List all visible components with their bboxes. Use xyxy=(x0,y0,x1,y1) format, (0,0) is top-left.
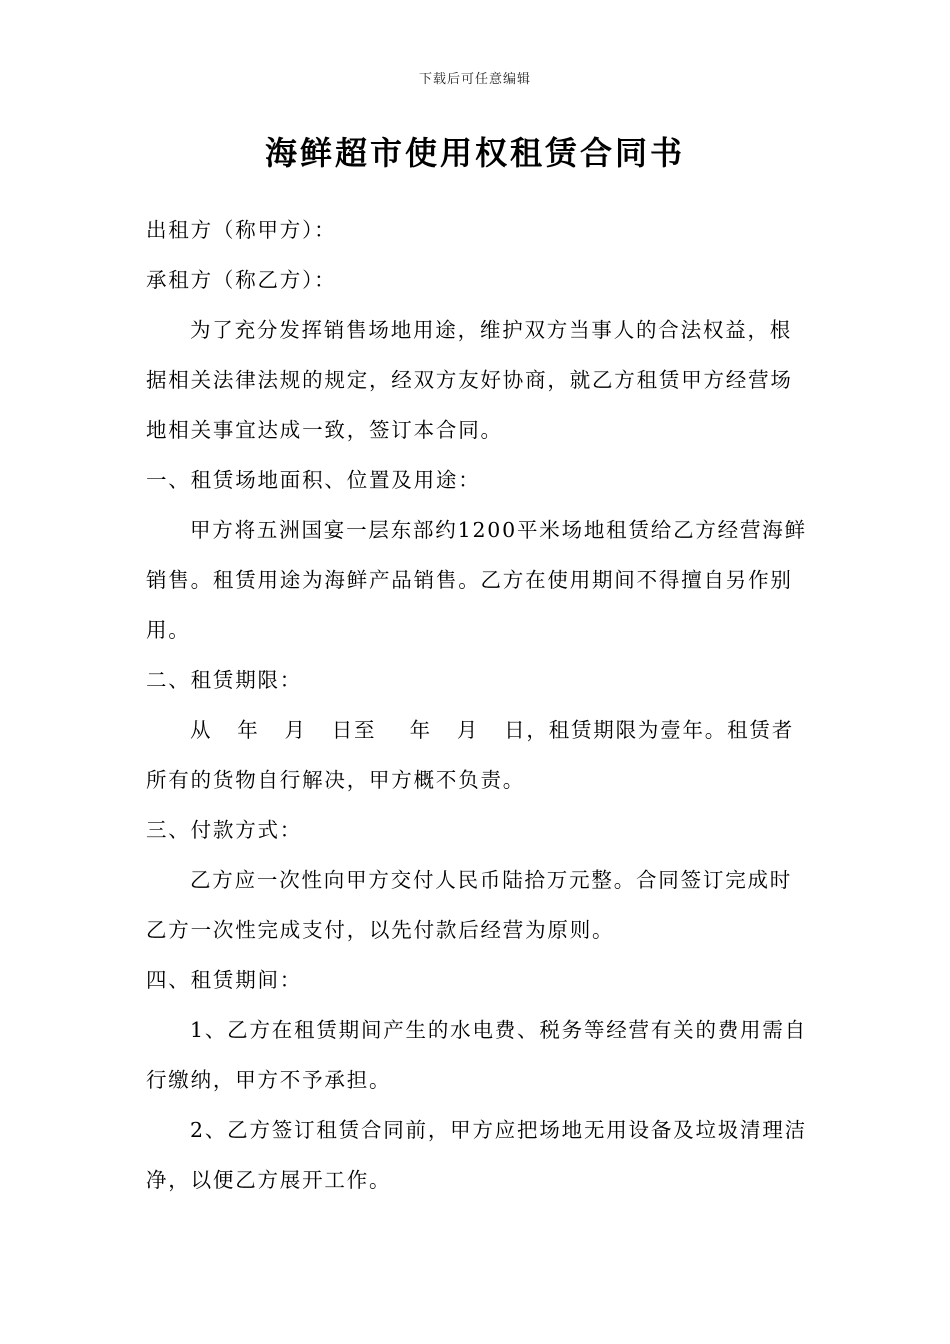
preamble-line-2: 据相关法律法规的规定，经双方友好协商，就乙方租赁甲方经营场 xyxy=(146,368,793,392)
section-4-item-2-line-1: 2、乙方签订租赁合同前，甲方应把场地无用设备及垃圾清理洁 xyxy=(190,1118,807,1142)
document-title: 海鲜超市使用权租赁合同书 xyxy=(264,134,685,172)
page-header-note: 下载后可任意编辑 xyxy=(418,72,531,87)
section-1-line-3: 用。 xyxy=(146,618,191,642)
section-4-item-2-line-2: 净，以便乙方展开工作。 xyxy=(146,1168,392,1192)
lessor-line: 出租方（称甲方）： xyxy=(146,218,337,242)
lessee-line: 承租方（称乙方）： xyxy=(146,268,337,292)
section-heading-2: 二、租赁期限： xyxy=(146,668,303,692)
contract-body xyxy=(146,205,810,1205)
section-2-line-1: 从 年 月 日至 年 月 日，租赁期限为壹年。租赁者 xyxy=(190,718,795,742)
section-1-line-1: 甲方将五洲国宴一层东部约1200平米场地租赁给乙方经营海鲜 xyxy=(190,518,807,542)
preamble-line-1: 为了充分发挥销售场地用途，维护双方当事人的合法权益，根 xyxy=(190,318,793,342)
section-heading-1: 一、租赁场地面积、位置及用途： xyxy=(146,468,481,492)
section-4-item-1-line-2: 行缴纳，甲方不予承担。 xyxy=(146,1068,392,1092)
section-heading-4: 四、租赁期间： xyxy=(146,968,303,992)
section-1-line-2: 销售。租赁用途为海鲜产品销售。乙方在使用期间不得擅自另作别 xyxy=(146,568,793,592)
section-heading-3: 三、付款方式： xyxy=(146,818,303,842)
section-3-line-1: 乙方应一次性向甲方交付人民币陆拾万元整。合同签订完成时 xyxy=(190,868,793,892)
preamble-line-3: 地相关事宜达成一致，签订本合同。 xyxy=(146,418,503,442)
section-2-line-2: 所有的货物自行解决，甲方概不负责。 xyxy=(146,768,526,792)
section-4-item-1-line-1: 1、乙方在租赁期间产生的水电费、税务等经营有关的费用需自 xyxy=(190,1018,807,1042)
section-3-line-2: 乙方一次性完成支付，以先付款后经营为原则。 xyxy=(146,918,615,942)
